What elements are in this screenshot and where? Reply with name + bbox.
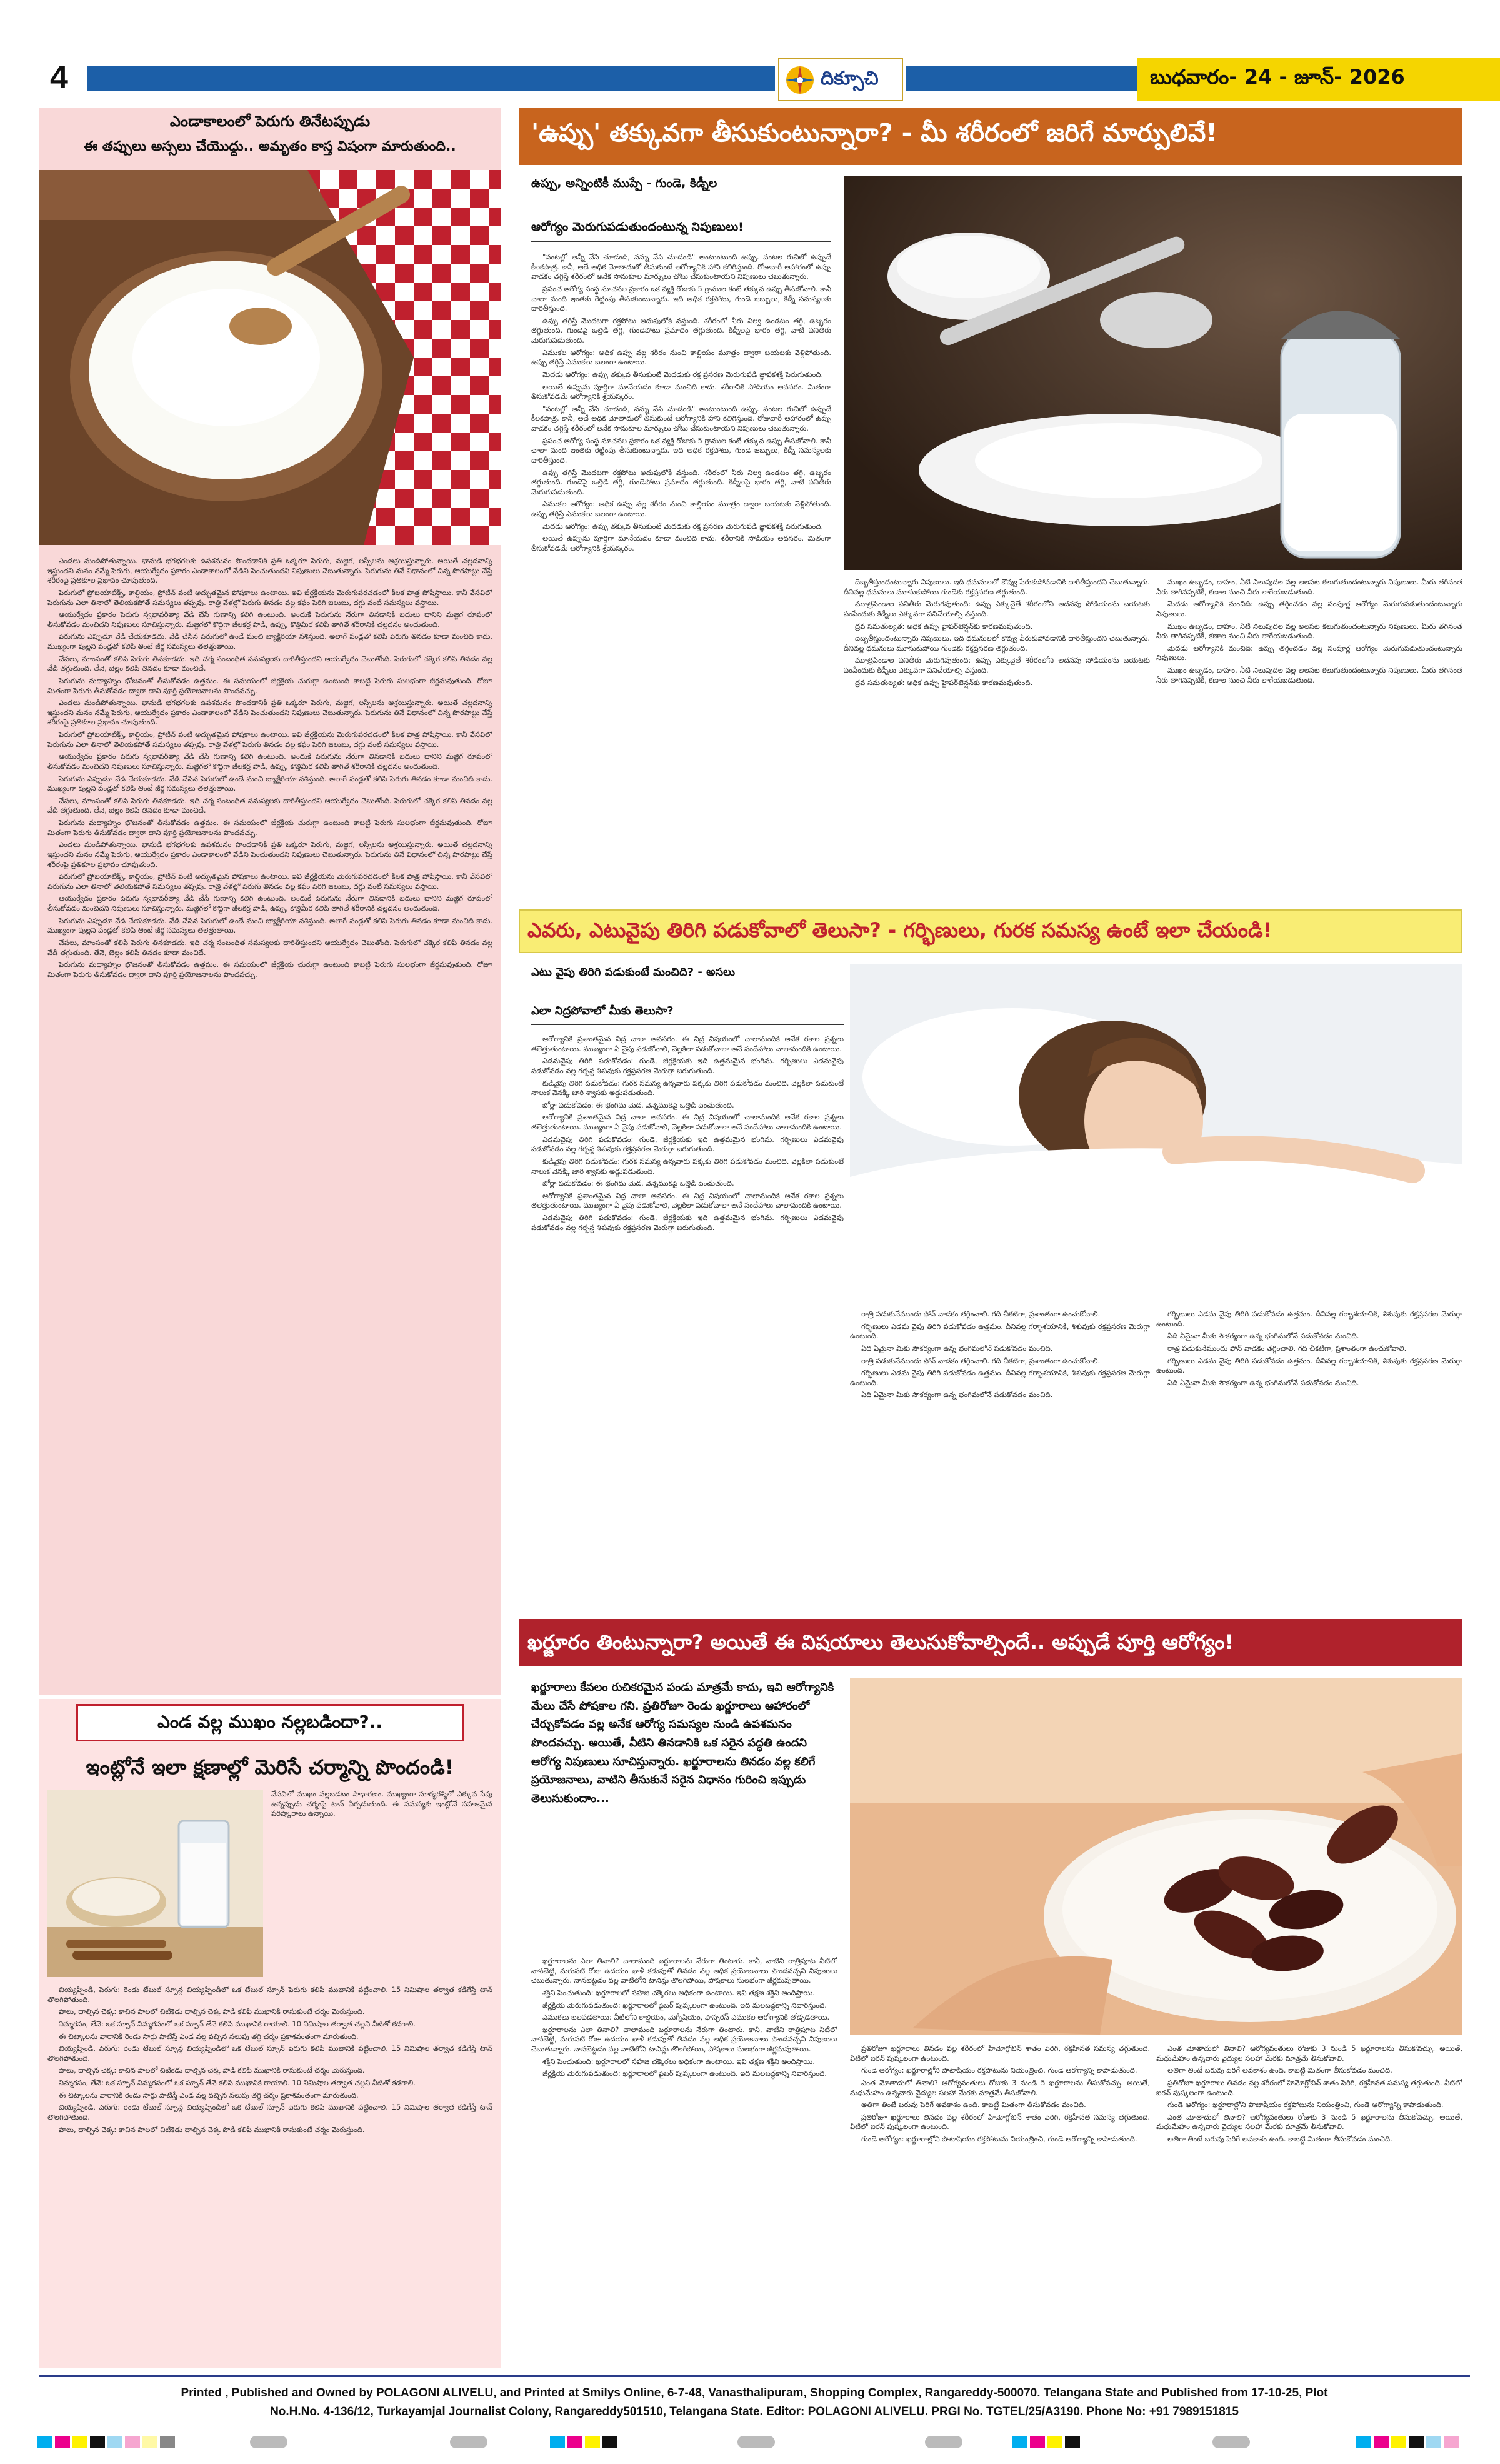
- curd-paragraph: పెరుగులో ప్రోబయాటిక్స్, కాల్షియం, ప్రోటీన్ వంటి అద్భుతమైన పోషకాలు ఉంటాయి. ఇవి జీర్ణక్రియను మెరుగుపరచడంలో కీలక పాత్ర పోషిస్తాయి. కానీ వేసవిలో పెరుగును ఎలా తినాలో తెలియకపోతే సమస్యలు తప్పవు. రాత్రి వేళల్లో పెరుగు తినడం వల్ల కఫం పెరిగి జలుబు, దగ్గు వంటి సమస్యలు వస్తాయి.: [48, 730, 492, 749]
- curd-paragraph: పెరుగులో ప్రోబయాటిక్స్, కాల్షియం, ప్రోటీన్ వంటి అద్భుతమైన పోషకాలు ఉంటాయి. ఇవి జీర్ణక్రియను మెరుగుపరచడంలో కీలక పాత్ర పోషిస్తాయి. కానీ వేసవిలో పెరుగును ఎలా తినాలో తెలియకపోతే సమస్యలు తప్పవు. రాత్రి వేళల్లో పెరుగు తినడం వల్ల కఫం పెరిగి జలుబు, దగ్గు వంటి సమస్యలు వస్తాయి.: [48, 588, 492, 607]
- color-swatch: [1065, 2436, 1080, 2448]
- salt-paragraph: "వంటల్లో అన్నీ వేసి చూడండి, నన్ను వేసి చూడండి" అంటుంటుంది ఉప్పు. వంటల రుచిలో ఉప్పుదే కీలకపాత్ర. కానీ, అదే అధిక మోతాదులో తీసుకుంటే ఆరోగ్యానికి హాని కలిగిస్తుంది. రోజువారీ ఆహారంలో ఉప్పు వాడకం తగ్గిస్తే శరీరంలో అనేక సానుకూల మార్పులు చోటు చేసుకుంటాయని నిపుణులు చెబుతున్నారు.: [531, 253, 831, 281]
- color-swatch: [1030, 2436, 1045, 2448]
- sleep-paragraph: ఏది ఏమైనా మీకు సౌకర్యంగా ఉన్న భంగిమలోనే పడుకోవడం మంచిది.: [861, 1343, 1053, 1353]
- color-swatch: [1391, 2436, 1406, 2448]
- skin-paragraph: పాలు, దాల్చిన చెక్క: కాచిన పాలలో చిటికెడు దాల్చిన చెక్క పొడి కలిపి ముఖానికి రాసుకుంటే చర్మం మెరుస్తుంది.: [59, 2125, 365, 2134]
- dates-paragraph: గుండె ఆరోగ్యం: ఖర్జూరాల్లోని పొటాషియం రక్తపోటును నియంత్రించి, గుండె ఆరోగ్యాన్ని కాపాడుతుంది.: [1168, 2100, 1444, 2110]
- color-swatch: [90, 2436, 105, 2448]
- dates-paragraph: అతిగా తింటే బరువు పెరిగే అవకాశం ఉంది. కాబట్టి మితంగా తీసుకోవడం మంచిది.: [861, 2100, 1086, 2110]
- brand-name: దిక్సూచి: [821, 68, 879, 89]
- curd-paragraph: ఎండలు మండిపోతున్నాయి. భానుడి భగభగలకు ఉపశమనం పొందడానికి ప్రతి ఒక్కరూ పెరుగు, మజ్జిగ, లస్సీలను ఆశ్రయిస్తున్నారు. అయితే చల్లదనాన్ని ఇస్తుందని మనం నమ్మే పెరుగు, ఆయుర్వేదం ప్రకారం ఎండాకాలంలో వేడిని పెంచుతుందని నిపుణులు చెబుతున్నారు. పెరుగును తినే విధానంలో చిన్న పొరపాట్లు చేస్తే శరీరంపై ప్రతికూల ప్రభావం చూపుతుంది.: [48, 556, 492, 585]
- curd-paragraph: పెరుగును మధ్యాహ్నం భోజనంతో తీసుకోవడం ఉత్తమం. ఈ సమయంలో జీర్ణక్రియ చురుగ్గా ఉంటుంది కాబట్టి పెరుగు సులభంగా జీర్ణమవుతుంది. రోజూ మితంగా పెరుగు తీసుకోవడం ద్వారా దాని పూర్తి ప్రయోజనాలను పొందవచ్చు.: [48, 960, 492, 979]
- skin-intro: వేసవిలో ముఖం నల్లబడటం సాధారణం. ముఖ్యంగా సూర్యరశ్మిలో ఎక్కువ సేపు ఉన్నప్పుడు చర్మంపై టాన్ ఏర్పడుతుంది. ఈ సమస్యకు ఇంట్లోనే సహజమైన పరిష్కారాలు ఉన్నాయి.: [271, 1790, 492, 1818]
- skin-subheading: ఇంట్లోనే ఇలా క్షణాల్లో మెరిసే చర్మాన్ని పొందండి!: [86, 1755, 454, 1779]
- dates-paragraph: ఎంత మోతాదులో తినాలి? ఆరోగ్యవంతులు రోజుకు 3 నుండి 5 ఖర్జూరాలను తీసుకోవచ్చు. అయితే, మధుమేహం ఉన్నవారు వైద్యుల సలహా మేరకు మాత్రమే తీసుకోవాలి.: [1156, 2112, 1462, 2131]
- salt-paragraph: ఎముకల ఆరోగ్యం: అధిక ఉప్పు వల్ల శరీరం నుంచి కాల్షియం మూత్రం ద్వారా బయటకు వెళ్లిపోతుంది. ఉప్పు తగ్గిస్తే ఎముకలు బలంగా ఉంటాయి.: [531, 348, 831, 367]
- salt-paragraph: ఎముకల ఆరోగ్యం: అధిక ఉప్పు వల్ల శరీరం నుంచి కాల్షియం మూత్రం ద్వారా బయటకు వెళ్లిపోతుంది. ఉప్పు తగ్గిస్తే ఎముకలు బలంగా ఉంటాయి.: [531, 499, 831, 518]
- salt-paragraph: దెబ్బతీస్తుందంటున్నారు నిపుణులు. ఇది ధమనులలో కొవ్వు పేరుకుపోవడానికి దారితీస్తుందని చెబుతున్నారు. దీనివల్ల ధమనులు మూసుకుపోయి గుండెకు రక్తప్రసరణ తగ్గుతుంది.: [844, 578, 1150, 596]
- color-swatch: [602, 2436, 618, 2448]
- curd-heading: ఎండాకాలంలో పెరుగు తినేటప్పుడు: [169, 113, 371, 130]
- salt-paragraph: ప్రపంచ ఆరోగ్య సంస్థ సూచనల ప్రకారం ఒక వ్యక్తి రోజుకు 5 గ్రాముల కంటే తక్కువ ఉప్పు తీసుకోవాలి. కానీ చాలా మంది ఇంతకు రెట్టింపు తీసుకుంటున్నారు. ఇది అధిక రక్తపోటు, గుండె జబ్బులు, కిడ్నీ సమస్యలకు దారితీస్తుంది.: [531, 436, 831, 464]
- sleep-paragraph: ఏది ఏమైనా మీకు సౌకర్యంగా ఉన్న భంగిమలోనే పడుకోవడం మంచిది.: [1168, 1378, 1359, 1387]
- sleep-paragraph: ఆరోగ్యానికి ప్రశాంతమైన నిద్ర చాలా అవసరం. ఈ నిద్ర విషయంలో చాలామందికి అనేక రకాల ప్రశ్నలు తలెత్తుతుంటాయి. ముఖ్యంగా ఏ వైపు పడుకోవాలి, వెల్లకిలా పడుకోవాలా అనే సందేహాలు చాలామందికి ఉంటాయి.: [531, 1113, 844, 1131]
- salt-paragraph: ముఖం ఉబ్బడం, దాహం, నీటి నిలుపుదల వల్ల అలసట కలుగుతుందంటున్నారు నిపుణులు. మీరు తగినంత నీరు తాగినప్పటికీ, కణాల నుంచి నీరు లాగేయబడుతుంది.: [1156, 621, 1462, 641]
- registration-pill: [738, 2436, 775, 2448]
- salt-article: [512, 108, 1469, 901]
- sleep-body-left: [531, 1034, 844, 1597]
- sleep-paragraph: గర్భిణులు ఎడమ వైపు తిరిగి పడుకోవడం ఉత్తమం. దీనివల్ల గర్భాశయానికి, శిశువుకు రక్తప్రసరణ మెరుగ్గా ఉంటుంది.: [850, 1321, 1150, 1341]
- color-swatch: [1012, 2436, 1028, 2448]
- dates-paragraph: ప్రతిరోజూ ఖర్జూరాలు తినడం వల్ల శరీరంలో హిమోగ్లోబిన్ శాతం పెరిగి, రక్తహీనత సమస్య తగ్గుతుంది. వీటిలో ఐరన్ పుష్కలంగా ఉంటుంది.: [850, 2112, 1150, 2131]
- color-swatch: [160, 2436, 175, 2448]
- salt-kicker: ఉప్పు, అన్నింటికీ ముప్పే - గుండె, కిడ్నీల: [531, 176, 718, 190]
- curd-paragraph: ఆయుర్వేదం ప్రకారం పెరుగు స్వభావరీత్యా వేడి చేసే గుణాన్ని కలిగి ఉంటుంది. అందుకే పెరుగును నేరుగా తినడానికి బదులు దానిని మజ్జిగ రూపంలో తీసుకోవడం మంచిదని నిపుణులు సూచిస్తున్నారు. మజ్జిగలో కొద్దిగా జీలకర్ర పొడి, ఉప్పు, కొత్తిమీర కలిపి తాగితే శరీరానికి చల్లదనం అందుతుంది.: [48, 752, 492, 771]
- color-swatch: [1374, 2436, 1389, 2448]
- sleep-paragraph: గర్భిణులు ఎడమ వైపు తిరిగి పడుకోవడం ఉత్తమం. దీనివల్ల గర్భాశయానికి, శిశువుకు రక్తప్రసరణ మెరుగ్గా ఉంటుంది.: [1156, 1310, 1462, 1328]
- dates-article: [512, 1619, 1469, 2369]
- curd-paragraph: చేపలు, మాంసంతో కలిపి పెరుగు తినకూడదు. ఇది చర్మ సంబంధిత సమస్యలకు దారితీస్తుందని ఆయుర్వేదం చెబుతోంది. పెరుగులో చక్కెర కలిపి తినడం వల్ల వేడి తగ్గుతుంది. తేనె, బెల్లం కలిపి తినడం కూడా మంచిదే.: [48, 654, 492, 673]
- sleep-paragraph: బోర్లా పడుకోవడం: ఈ భంగిమ మెడ, వెన్నెముకపై ఒత్తిడి పెంచుతుంది.: [542, 1100, 734, 1109]
- curd-subheading: ఈ తప్పులు అస్సలు చేయొద్దు.. అమృతం కాస్త విషంగా మారుతుంది..: [84, 139, 456, 154]
- salt-shaker-image: [844, 176, 1462, 570]
- curd-paragraph: పెరుగును ఎప్పుడూ వేడి చేయకూడదు. వేడి చేసిన పెరుగులో ఉండే మంచి బ్యాక్టీరియా నశిస్తుంది. అలాగే పండ్లతో కలిపి పెరుగు తినడం కూడా మంచిది కాదు. ముఖ్యంగా పుల్లని పండ్లతో కలిపి తింటే జీర్ణ సమస్యలు తలెత్తుతాయి.: [48, 774, 492, 793]
- salt-paragraph: దెబ్బతీస్తుందంటున్నారు నిపుణులు. ఇది ధమనులలో కొవ్వు పేరుకుపోవడానికి దారితీస్తుందని చెబుతున్నారు. దీనివల్ల ధమనులు మూసుకుపోయి గుండెకు రక్తప్రసరణ తగ్గుతుంది.: [844, 634, 1150, 653]
- sleep-paragraph: ఎడమవైపు తిరిగి పడుకోవడం: గుండె, జీర్ణక్రియకు ఇది ఉత్తమమైన భంగిమ. గర్భిణులు ఎడమవైపు పడుకోవడం వల్ల గర్భస్థ శిశువుకు రక్తప్రసరణ మెరుగ్గా జరుగుతుంది.: [531, 1213, 844, 1232]
- salt-paragraph: మెదడు ఆరోగ్యం: ఉప్పు తక్కువ తీసుకుంటే మెదడుకు రక్త ప్రసరణ మెరుగుపడి జ్ఞాపకశక్తి పెరుగుతుంది.: [542, 369, 824, 379]
- color-swatch: [1048, 2436, 1062, 2448]
- curd-bowl-image: [39, 170, 501, 545]
- color-swatch: [1356, 2436, 1371, 2448]
- salt-paragraph: మెదడు ఆరోగ్యానికి మంచిది: ఉప్పు తగ్గించడం వల్ల సంపూర్ణ ఆరోగ్యం మెరుగుపడుతుందంటున్నారు నిపుణులు.: [1156, 643, 1462, 663]
- sleep-paragraph: బోర్లా పడుకోవడం: ఈ భంగిమ మెడ, వెన్నెముకపై ఒత్తిడి పెంచుతుంది.: [542, 1179, 734, 1188]
- dates-body-left: [531, 1956, 838, 2350]
- skin-body: [48, 1985, 492, 2360]
- dates-paragraph: శక్తిని పెంచుతుంది: ఖర్జూరాలలో సహజ చక్కెరలు అధికంగా ఉంటాయి. ఇవి తక్షణ శక్తిని అందిస్తాయి.: [542, 1988, 815, 1997]
- curd-paragraph: పెరుగును మధ్యాహ్నం భోజనంతో తీసుకోవడం ఉత్తమం. ఈ సమయంలో జీర్ణక్రియ చురుగ్గా ఉంటుంది కాబట్టి పెరుగు సులభంగా జీర్ణమవుతుంది. రోజూ మితంగా పెరుగు తీసుకోవడం ద్వారా దాని పూర్తి ప్రయోజనాలను పొందవచ్చు.: [48, 818, 492, 837]
- curd-paragraph: పెరుగును ఎప్పుడూ వేడి చేయకూడదు. వేడి చేసిన పెరుగులో ఉండే మంచి బ్యాక్టీరియా నశిస్తుంది. అలాగే పండ్లతో కలిపి పెరుగు తినడం కూడా మంచిది కాదు. ముఖ్యంగా పుల్లని పండ్లతో కలిపి తింటే జీర్ణ సమస్యలు తలెత్తుతాయి.: [48, 632, 492, 651]
- dates-paragraph: అతిగా తింటే బరువు పెరిగే అవకాశం ఉంది. కాబట్టి మితంగా తీసుకోవడం మంచిది.: [1168, 2135, 1392, 2143]
- rice-flour-milk-image: [48, 1790, 263, 1977]
- skin-paragraph: నిమ్మరసం, తేనె: ఒక స్పూన్ నిమ్మరసంలో ఒక స్పూన్ తేనె కలిపి ముఖానికి రాయాలి. 10 నిమిషాల తర్వాత చల్లని నీటితో కడగాలి.: [59, 2019, 416, 2028]
- dates-headline: ఖర్జూరం తింటున్నారా? అయితే ఈ విషయాలు తెలుసుకోవాల్సిందే.. అప్పుడే పూర్తి ఆరోగ్యం!: [528, 1630, 1234, 1654]
- sleep-paragraph: ఏది ఏమైనా మీకు సౌకర్యంగా ఉన్న భంగిమలోనే పడుకోవడం మంచిది.: [861, 1390, 1053, 1400]
- footer-line-1: Printed , Published and Owned by POLAGONI ALIVELU, and Printed at Smilys Online, 6-7-48, Vanasthalipuram, Shopping Complex, Rangareddy-500070. Telangana State and Published from 17-10-25, Plot: [181, 2386, 1328, 2400]
- registration-pill: [925, 2436, 962, 2448]
- masthead: [44, 58, 1475, 101]
- dates-paragraph: జీర్ణక్రియ మెరుగుపడుతుంది: ఖర్జూరాలలో ఫైబర్ పుష్కలంగా ఉంటుంది. ఇది మలబద్ధకాన్ని నివారిస్తుంది.: [542, 2000, 827, 2010]
- dates-paragraph: ఎంత మోతాదులో తినాలి? ఆరోగ్యవంతులు రోజుకు 3 నుండి 5 ఖర్జూరాలను తీసుకోవచ్చు. అయితే, మధుమేహం ఉన్నవారు వైద్యుల సలహా మేరకు మాత్రమే తీసుకోవాలి.: [850, 2078, 1150, 2097]
- salt-body-right: [1156, 578, 1462, 896]
- salt-paragraph: ముఖం ఉబ్బడం, దాహం, నీటి నిలుపుదల వల్ల అలసట కలుగుతుందంటున్నారు నిపుణులు. మీరు తగినంత నీరు తాగినప్పటికీ, కణాల నుంచి నీరు లాగేయబడుతుంది.: [1156, 578, 1462, 596]
- dates-body-mid: [850, 2044, 1150, 2350]
- salt-paragraph: మెదడు ఆరోగ్యం: ఉప్పు తక్కువ తీసుకుంటే మెదడుకు రక్త ప్రసరణ మెరుగుపడి జ్ఞాపకశక్తి పెరుగుతుంది.: [542, 521, 824, 531]
- salt-paragraph: మూత్రపిండాల పనితీరు మెరుగవుతుంది: ఉప్పు ఎక్కువైతే శరీరంలోని అదనపు సోడియంను బయటకు పంపేందుకు కిడ్నీలు ఎక్కువగా పనిచేయాల్సి వస్తుంది.: [844, 599, 1150, 618]
- dates-paragraph: ఖర్జూరాలను ఎలా తినాలి? చాలామంది ఖర్జూరాలను నేరుగా తింటారు. కానీ, వాటిని రాత్రిపూట నీటిలో నానబెట్టి, మరుసటి రోజు ఉదయం ఖాళీ కడుపుతో తినడం వల్ల అధిక ప్రయోజనాలు పొందవచ్చని నిపుణులు చెబుతున్నారు. నానబెట్టడం వల్ల వాటిలోని టానిన్లు తొలగిపోయి, పోషకాలు సులభంగా జీర్ణమవుతాయి.: [531, 1956, 838, 1985]
- skin-paragraph: బియ్యప్పిండి, పెరుగు: రెండు టేబుల్ స్పూన్ల బియ్యప్పిండిలో ఒక టేబుల్ స్పూన్ పెరుగు కలిపి ముఖానికి పట్టించాలి. 15 నిమిషాల తర్వాత కడిగేస్తే టాన్ తొలగిపోతుంది.: [48, 1985, 492, 2004]
- curd-paragraph: ఎండలు మండిపోతున్నాయి. భానుడి భగభగలకు ఉపశమనం పొందడానికి ప్రతి ఒక్కరూ పెరుగు, మజ్జిగ, లస్సీలను ఆశ్రయిస్తున్నారు. అయితే చల్లదనాన్ని ఇస్తుందని మనం నమ్మే పెరుగు, ఆయుర్వేదం ప్రకారం ఎండాకాలంలో వేడిని పెంచుతుందని నిపుణులు చెబుతున్నారు. పెరుగును తినే విధానంలో చిన్న పొరపాట్లు చేస్తే శరీరంపై ప్రతికూల ప్రభావం చూపుతుంది.: [48, 840, 492, 869]
- sleep-paragraph: గర్భిణులు ఎడమ వైపు తిరిగి పడుకోవడం ఉత్తమం. దీనివల్ల గర్భాశయానికి, శిశువుకు రక్తప్రసరణ మెరుగ్గా ఉంటుంది.: [850, 1368, 1150, 1387]
- curd-paragraph: చేపలు, మాంసంతో కలిపి పెరుగు తినకూడదు. ఇది చర్మ సంబంధిత సమస్యలకు దారితీస్తుందని ఆయుర్వేదం చెబుతోంది. పెరుగులో చక్కెర కలిపి తినడం వల్ల వేడి తగ్గుతుంది. తేనె, బెల్లం కలిపి తినడం కూడా మంచిదే.: [48, 938, 492, 957]
- curd-paragraph: పెరుగులో ప్రోబయాటిక్స్, కాల్షియం, ప్రోటీన్ వంటి అద్భుతమైన పోషకాలు ఉంటాయి. ఇవి జీర్ణక్రియను మెరుగుపరచడంలో కీలక పాత్ర పోషిస్తాయి. కానీ వేసవిలో పెరుగును ఎలా తినాలో తెలియకపోతే సమస్యలు తప్పవు. రాత్రి వేళల్లో పెరుగు తినడం వల్ల కఫం పెరిగి జలుబు, దగ్గు వంటి సమస్యలు వస్తాయి.: [48, 872, 492, 891]
- salt-paragraph: మెదడు ఆరోగ్యానికి మంచిది: ఉప్పు తగ్గించడం వల్ల సంపూర్ణ ఆరోగ్యం మెరుగుపడుతుందంటున్నారు నిపుణులు.: [1156, 599, 1462, 618]
- salt-paragraph: అయితే ఉప్పును పూర్తిగా మానేయడం కూడా మంచిది కాదు. శరీరానికి సోడియం అవసరం. మితంగా తీసుకోవడమే ఆరోగ్యానికి శ్రేయస్కరం.: [531, 382, 831, 401]
- curd-paragraph: చేపలు, మాంసంతో కలిపి పెరుగు తినకూడదు. ఇది చర్మ సంబంధిత సమస్యలకు దారితీస్తుందని ఆయుర్వేదం చెబుతోంది. పెరుగులో చక్కెర కలిపి తినడం వల్ల వేడి తగ్గుతుంది. తేనె, బెల్లం కలిపి తినడం కూడా మంచిదే.: [48, 796, 492, 815]
- curd-paragraph: ఆయుర్వేదం ప్రకారం పెరుగు స్వభావరీత్యా వేడి చేసే గుణాన్ని కలిగి ఉంటుంది. అందుకే పెరుగును నేరుగా తినడానికి బదులు దానిని మజ్జిగ రూపంలో తీసుకోవడం మంచిదని నిపుణులు సూచిస్తున్నారు. మజ్జిగలో కొద్దిగా జీలకర్ర పొడి, ఉప్పు, కొత్తిమీర కలిపి తాగితే శరీరానికి చల్లదనం అందుతుంది.: [48, 610, 492, 629]
- dates-paragraph: ఎంత మోతాదులో తినాలి? ఆరోగ్యవంతులు రోజుకు 3 నుండి 5 ఖర్జూరాలను తీసుకోవచ్చు. అయితే, మధుమేహం ఉన్నవారు వైద్యుల సలహా మేరకు మాత్రమే తీసుకోవాలి.: [1156, 2044, 1462, 2063]
- color-swatch: [1444, 2436, 1459, 2448]
- footer-line-2: No.H.No. 4-136/12, Turkayamjal Journalist Colony, Rangareddy501510, Telangana State. Editor: POLAGONI ALIVELU. PRGI No. TGTEL/25/A3190. Phone No: +91 7989151815: [270, 2405, 1239, 2418]
- dates-paragraph: అతిగా తింటే బరువు పెరిగే అవకాశం ఉంది. కాబట్టి మితంగా తీసుకోవడం మంచిది.: [1168, 2066, 1392, 2075]
- dates-paragraph: గుండె ఆరోగ్యం: ఖర్జూరాల్లోని పొటాషియం రక్తపోటును నియంత్రించి, గుండె ఆరోగ్యాన్ని కాపాడుతుంది.: [861, 2135, 1138, 2143]
- salt-headline: 'ఉప్పు' తక్కువగా తీసుకుంటున్నారా? - మీ శరీరంలో జరిగే మార్పులివే!: [531, 119, 1218, 148]
- salt-body-left: [531, 253, 831, 890]
- brand-logo: [778, 58, 903, 101]
- curd-article: [39, 108, 501, 1695]
- masthead-right-bar: [906, 66, 1138, 91]
- skin-paragraph: ఈ చిట్కాలను వారానికి రెండు సార్లు పాటిస్తే ఎండ వల్ల వచ్చిన నలుపు తగ్గి చర్మం ప్రకాశవంతంగా మారుతుంది.: [59, 2090, 359, 2100]
- color-swatch: [550, 2436, 565, 2448]
- registration-pill: [450, 2436, 488, 2448]
- color-swatch: [125, 2436, 140, 2448]
- sleep-photo: [850, 964, 1462, 1302]
- masthead-left-bar: [88, 66, 775, 91]
- color-registration-strip: [38, 2435, 1469, 2450]
- sleep-paragraph: కుడివైపు తిరిగి పడుకోవడం: గురక సమస్య ఉన్నవారు పక్కకు తిరిగి పడుకోవడం మంచిది. వెల్లకిలా పడుకుంటే నాలుక వెనక్కి జారి శ్వాసకు అడ్డుపడుతుంది.: [531, 1156, 844, 1176]
- footer-rule: [39, 2375, 1470, 2377]
- salt-paragraph: "వంటల్లో అన్నీ వేసి చూడండి, నన్ను వేసి చూడండి" అంటుంటుంది ఉప్పు. వంటల రుచిలో ఉప్పుదే కీలకపాత్ర. కానీ, అదే అధిక మోతాదులో తీసుకుంటే ఆరోగ్యానికి హాని కలిగిస్తుంది. రోజువారీ ఆహారంలో ఉప్పు వాడకం తగ్గిస్తే శరీరంలో అనేక సానుకూల మార్పులు చోటు చేసుకుంటాయని నిపుణులు చెబుతున్నారు.: [531, 404, 831, 433]
- skin-article: [39, 1699, 501, 2368]
- dates-intro: ఖర్జూరాలు కేవలం రుచికరమైన పండు మాత్రమే కాదు, ఇవి ఆరోగ్యానికి మేలు చేసే పోషకాల గని. ప్రతిరోజూ రెండు ఖర్జూరాలు ఆహారంలో చేర్చుకోవడం వల్ల అనేక ఆరోగ్య సమస్యల నుండి ఉపశమనం పొందవచ్చు. అయితే, వీటిని తినడానికి ఒక సరైన పద్ధతి ఉందని ఆరోగ్య నిపుణులు సూచిస్తున్నారు. ఖర్జూరాలను తినడం వల్ల కలిగే ప్రయోజనాలు, వాటిని తీసుకునే సరైన విధానం గురించి ఇప్పుడు తెలుసుకుందాం...: [531, 1681, 834, 1806]
- skin-heading: ఎండ వల్ల ముఖం నల్లబడిందా?..: [157, 1711, 383, 1732]
- dates-paragraph: ప్రతిరోజూ ఖర్జూరాలు తినడం వల్ల శరీరంలో హిమోగ్లోబిన్ శాతం పెరిగి, రక్తహీనత సమస్య తగ్గుతుంది. వీటిలో ఐరన్ పుష్కలంగా ఉంటుంది.: [1156, 2078, 1462, 2097]
- sleep-paragraph: ఎడమవైపు తిరిగి పడుకోవడం: గుండె, జీర్ణక్రియకు ఇది ఉత్తమమైన భంగిమ. గర్భిణులు ఎడమవైపు పడుకోవడం వల్ల గర్భస్థ శిశువుకు రక్తప్రసరణ మెరుగ్గా జరుగుతుంది.: [531, 1134, 844, 1154]
- sleep-kicker-2: ఎలా నిద్రపోవాలో మీకు తెలుసా?: [531, 1004, 844, 1025]
- salt-paragraph: ముఖం ఉబ్బడం, దాహం, నీటి నిలుపుదల వల్ల అలసట కలుగుతుందంటున్నారు నిపుణులు. మీరు తగినంత నీరు తాగినప్పటికీ, కణాల నుంచి నీరు లాగేయబడుతుంది.: [1156, 666, 1462, 684]
- skin-photo: [48, 1790, 263, 1977]
- color-swatch: [568, 2436, 582, 2448]
- sleep-paragraph: ఆరోగ్యానికి ప్రశాంతమైన నిద్ర చాలా అవసరం. ఈ నిద్ర విషయంలో చాలామందికి అనేక రకాల ప్రశ్నలు తలెత్తుతుంటాయి. ముఖ్యంగా ఏ వైపు పడుకోవాలి, వెల్లకిలా పడుకోవాలా అనే సందేహాలు చాలామందికి ఉంటాయి.: [531, 1191, 844, 1210]
- sleep-body-right: [1156, 1310, 1462, 1603]
- color-swatch: [108, 2436, 122, 2448]
- skin-paragraph: ఈ చిట్కాలను వారానికి రెండు సార్లు పాటిస్తే ఎండ వల్ల వచ్చిన నలుపు తగ్గి చర్మం ప్రకాశవంతంగా మారుతుంది.: [59, 2031, 359, 2041]
- color-swatch: [72, 2436, 88, 2448]
- color-swatch: [55, 2436, 70, 2448]
- date-line: బుధవారం- 24 - జూన్- 2026: [1138, 58, 1500, 101]
- dates-paragraph: జీర్ణక్రియ మెరుగుపడుతుంది: ఖర్జూరాలలో ఫైబర్ పుష్కలంగా ఉంటుంది. ఇది మలబద్ధకాన్ని నివారిస్తుంది.: [542, 2069, 827, 2078]
- sleep-paragraph: రాత్రి పడుకునేముందు ఫోన్ వాడకం తగ్గించాలి. గది చీకటిగా, ప్రశాంతంగా ఉంచుకోవాలి.: [861, 1310, 1101, 1318]
- dates-paragraph: గుండె ఆరోగ్యం: ఖర్జూరాల్లోని పొటాషియం రక్తపోటును నియంత్రించి, గుండె ఆరోగ్యాన్ని కాపాడుతుంది.: [861, 2066, 1138, 2075]
- curd-paragraph: పెరుగును మధ్యాహ్నం భోజనంతో తీసుకోవడం ఉత్తమం. ఈ సమయంలో జీర్ణక్రియ చురుగ్గా ఉంటుంది కాబట్టి పెరుగు సులభంగా జీర్ణమవుతుంది. రోజూ మితంగా పెరుగు తీసుకోవడం ద్వారా దాని పూర్తి ప్రయోజనాలను పొందవచ్చు.: [48, 676, 492, 695]
- skin-paragraph: నిమ్మరసం, తేనె: ఒక స్పూన్ నిమ్మరసంలో ఒక స్పూన్ తేనె కలిపి ముఖానికి రాయాలి. 10 నిమిషాల తర్వాత చల్లని నీటితో కడగాలి.: [59, 2078, 416, 2087]
- curd-photo: [39, 170, 501, 545]
- sleep-article: [512, 909, 1469, 1616]
- sleep-body-mid: [850, 1310, 1150, 1603]
- color-swatch: [1409, 2436, 1424, 2448]
- curd-body: [48, 556, 492, 1681]
- registration-pill: [250, 2436, 288, 2448]
- sleep-paragraph: కుడివైపు తిరిగి పడుకోవడం: గురక సమస్య ఉన్నవారు పక్కకు తిరిగి పడుకోవడం మంచిది. వెల్లకిలా పడుకుంటే నాలుక వెనక్కి జారి శ్వాసకు అడ్డుపడుతుంది.: [531, 1078, 844, 1098]
- sleep-paragraph: గర్భిణులు ఎడమ వైపు తిరిగి పడుకోవడం ఉత్తమం. దీనివల్ల గర్భాశయానికి, శిశువుకు రక్తప్రసరణ మెరుగ్గా ఉంటుంది.: [1156, 1356, 1462, 1375]
- sleep-paragraph: ఎడమవైపు తిరిగి పడుకోవడం: గుండె, జీర్ణక్రియకు ఇది ఉత్తమమైన భంగిమ. గర్భిణులు ఎడమవైపు పడుకోవడం వల్ల గర్భస్థ శిశువుకు రక్తప్రసరణ మెరుగ్గా జరుగుతుంది.: [531, 1056, 844, 1075]
- dates-paragraph: ఖర్జూరాలను ఎలా తినాలి? చాలామంది ఖర్జూరాలను నేరుగా తింటారు. కానీ, వాటిని రాత్రిపూట నీటిలో నానబెట్టి, మరుసటి రోజు ఉదయం ఖాళీ కడుపుతో తినడం వల్ల అధిక ప్రయోజనాలు పొందవచ్చని నిపుణులు చెబుతున్నారు. నానబెట్టడం వల్ల వాటిలోని టానిన్లు తొలగిపోయి, పోషకాలు సులభంగా జీర్ణమవుతాయి.: [531, 2025, 838, 2053]
- dates-paragraph: ప్రతిరోజూ ఖర్జూరాలు తినడం వల్ల శరీరంలో హిమోగ్లోబిన్ శాతం పెరిగి, రక్తహీనత సమస్య తగ్గుతుంది. వీటిలో ఐరన్ పుష్కలంగా ఉంటుంది.: [850, 2044, 1150, 2063]
- dates-fruit-image: [850, 1678, 1462, 2035]
- salt-body-mid: [844, 578, 1150, 896]
- sleep-paragraph: రాత్రి పడుకునేముందు ఫోన్ వాడకం తగ్గించాలి. గది చీకటిగా, ప్రశాంతంగా ఉంచుకోవాలి.: [1168, 1343, 1407, 1353]
- skin-paragraph: పాలు, దాల్చిన చెక్క: కాచిన పాలలో చిటికెడు దాల్చిన చెక్క పొడి కలిపి ముఖానికి రాసుకుంటే చర్మం మెరుస్తుంది.: [59, 2007, 365, 2016]
- salt-paragraph: మూత్రపిండాల పనితీరు మెరుగవుతుంది: ఉప్పు ఎక్కువైతే శరీరంలోని అదనపు సోడియంను బయటకు పంపేందుకు కిడ్నీలు ఎక్కువగా పనిచేయాల్సి వస్తుంది.: [844, 656, 1150, 674]
- sleep-paragraph: ఏది ఏమైనా మీకు సౌకర్యంగా ఉన్న భంగిమలోనే పడుకోవడం మంచిది.: [1168, 1331, 1359, 1341]
- sleeping-woman-image: [850, 964, 1462, 1302]
- salt-paragraph: ఉప్పు తగ్గిస్తే మొదటగా రక్తపోటు అదుపులోకి వస్తుంది. శరీరంలో నీరు నిల్వ ఉండటం తగ్గి, ఉబ్బరం తగ్గుతుంది. గుండెపై ఒత్తిడి తగ్గి, గుండెపోటు ప్రమాదం తగ్గుతుంది. కిడ్నీలపై భారం తగ్గి, వాటి పనితీరు మెరుగుపడుతుంది.: [531, 468, 831, 496]
- skin-paragraph: బియ్యప్పిండి, పెరుగు: రెండు టేబుల్ స్పూన్ల బియ్యప్పిండిలో ఒక టేబుల్ స్పూన్ పెరుగు కలిపి ముఖానికి పట్టించాలి. 15 నిమిషాల తర్వాత కడిగేస్తే టాన్ తొలగిపోతుంది.: [48, 2044, 492, 2063]
- curd-paragraph: ఎండలు మండిపోతున్నాయి. భానుడి భగభగలకు ఉపశమనం పొందడానికి ప్రతి ఒక్కరూ పెరుగు, మజ్జిగ, లస్సీలను ఆశ్రయిస్తున్నారు. అయితే చల్లదనాన్ని ఇస్తుందని మనం నమ్మే పెరుగు, ఆయుర్వేదం ప్రకారం ఎండాకాలంలో వేడిని పెంచుతుందని నిపుణులు చెబుతున్నారు. పెరుగును తినే విధానంలో చిన్న పొరపాట్లు చేస్తే శరీరంపై ప్రతికూల ప్రభావం చూపుతుంది.: [48, 698, 492, 727]
- sleep-kicker: ఎటు వైపు తిరిగి పడుకుంటే మంచిది? - అసలు: [531, 966, 736, 979]
- color-swatch: [1426, 2436, 1441, 2448]
- salt-paragraph: అయితే ఉప్పును పూర్తిగా మానేయడం కూడా మంచిది కాదు. శరీరానికి సోడియం అవసరం. మితంగా తీసుకోవడమే ఆరోగ్యానికి శ్రేయస్కరం.: [531, 534, 831, 553]
- dates-photo: [850, 1678, 1462, 2035]
- sleep-paragraph: రాత్రి పడుకునేముందు ఫోన్ వాడకం తగ్గించాలి. గది చీకటిగా, ప్రశాంతంగా ఉంచుకోవాలి.: [861, 1356, 1101, 1365]
- compass-logo-icon: [783, 63, 817, 97]
- skin-paragraph: పాలు, దాల్చిన చెక్క: కాచిన పాలలో చిటికెడు దాల్చిన చెక్క పొడి కలిపి ముఖానికి రాసుకుంటే చర్మం మెరుస్తుంది.: [59, 2066, 365, 2075]
- dates-paragraph: శక్తిని పెంచుతుంది: ఖర్జూరాలలో సహజ చక్కెరలు అధికంగా ఉంటాయి. ఇవి తక్షణ శక్తిని అందిస్తాయి.: [542, 2056, 815, 2066]
- salt-paragraph: ఉప్పు తగ్గిస్తే మొదటగా రక్తపోటు అదుపులోకి వస్తుంది. శరీరంలో నీరు నిల్వ ఉండటం తగ్గి, ఉబ్బరం తగ్గుతుంది. గుండెపై ఒత్తిడి తగ్గి, గుండెపోటు ప్రమాదం తగ్గుతుంది. కిడ్నీలపై భారం తగ్గి, వాటి పనితీరు మెరుగుపడుతుంది.: [531, 316, 831, 344]
- salt-paragraph: ద్రవ సమతుల్యత: అధిక ఉప్పు హైపర్‌టెన్షన్‌కు కారణమవుతుంది.: [855, 621, 1033, 631]
- dates-body-right: [1156, 2044, 1462, 2350]
- color-swatch: [585, 2436, 600, 2448]
- curd-paragraph: ఆయుర్వేదం ప్రకారం పెరుగు స్వభావరీత్యా వేడి చేసే గుణాన్ని కలిగి ఉంటుంది. అందుకే పెరుగును నేరుగా తినడానికి బదులు దానిని మజ్జిగ రూపంలో తీసుకోవడం మంచిదని నిపుణులు సూచిస్తున్నారు. మజ్జిగలో కొద్దిగా జీలకర్ర పొడి, ఉప్పు, కొత్తిమీర కలిపి తాగితే శరీరానికి చల్లదనం అందుతుంది.: [48, 894, 492, 913]
- curd-paragraph: పెరుగును ఎప్పుడూ వేడి చేయకూడదు. వేడి చేసిన పెరుగులో ఉండే మంచి బ్యాక్టీరియా నశిస్తుంది. అలాగే పండ్లతో కలిపి పెరుగు తినడం కూడా మంచిది కాదు. ముఖ్యంగా పుల్లని పండ్లతో కలిపి తింటే జీర్ణ సమస్యలు తలెత్తుతాయి.: [48, 916, 492, 935]
- salt-kicker-2: ఆరోగ్యం మెరుగుపడుతుందంటున్న నిపుణులు!: [531, 220, 831, 242]
- page-number: 4: [50, 59, 68, 96]
- salt-paragraph: ప్రపంచ ఆరోగ్య సంస్థ సూచనల ప్రకారం ఒక వ్యక్తి రోజుకు 5 గ్రాముల కంటే తక్కువ ఉప్పు తీసుకోవాలి. కానీ చాలా మంది ఇంతకు రెట్టింపు తీసుకుంటున్నారు. ఇది అధిక రక్తపోటు, గుండె జబ్బులు, కిడ్నీ సమస్యలకు దారితీస్తుంది.: [531, 284, 831, 313]
- color-swatch: [38, 2436, 52, 2448]
- registration-pill: [1212, 2436, 1250, 2448]
- dates-paragraph: ఎముకలు బలపడతాయి: వీటిలోని కాల్షియం, మెగ్నీషియం, ఫాస్ఫరస్ ఎముకల ఆరోగ్యానికి తోడ్పడతాయి.: [542, 2013, 830, 2022]
- sleep-headline: ఎవరు, ఎటువైపు తిరిగి పడుకోవాలో తెలుసా? - గర్భిణులు, గురక సమస్య ఉంటే ఇలా చేయండి!: [528, 918, 1272, 942]
- skin-paragraph: బియ్యప్పిండి, పెరుగు: రెండు టేబుల్ స్పూన్ల బియ్యప్పిండిలో ఒక టేబుల్ స్పూన్ పెరుగు కలిపి ముఖానికి పట్టించాలి. 15 నిమిషాల తర్వాత కడిగేస్తే టాన్ తొలగిపోతుంది.: [48, 2103, 492, 2121]
- sleep-paragraph: ఆరోగ్యానికి ప్రశాంతమైన నిద్ర చాలా అవసరం. ఈ నిద్ర విషయంలో చాలామందికి అనేక రకాల ప్రశ్నలు తలెత్తుతుంటాయి. ముఖ్యంగా ఏ వైపు పడుకోవాలి, వెల్లకిలా పడుకోవాలా అనే సందేహాలు చాలామందికి ఉంటాయి.: [531, 1034, 844, 1053]
- color-swatch: [142, 2436, 158, 2448]
- salt-photo: [844, 176, 1462, 570]
- salt-paragraph: ద్రవ సమతుల్యత: అధిక ఉప్పు హైపర్‌టెన్షన్‌కు కారణమవుతుంది.: [855, 678, 1033, 687]
